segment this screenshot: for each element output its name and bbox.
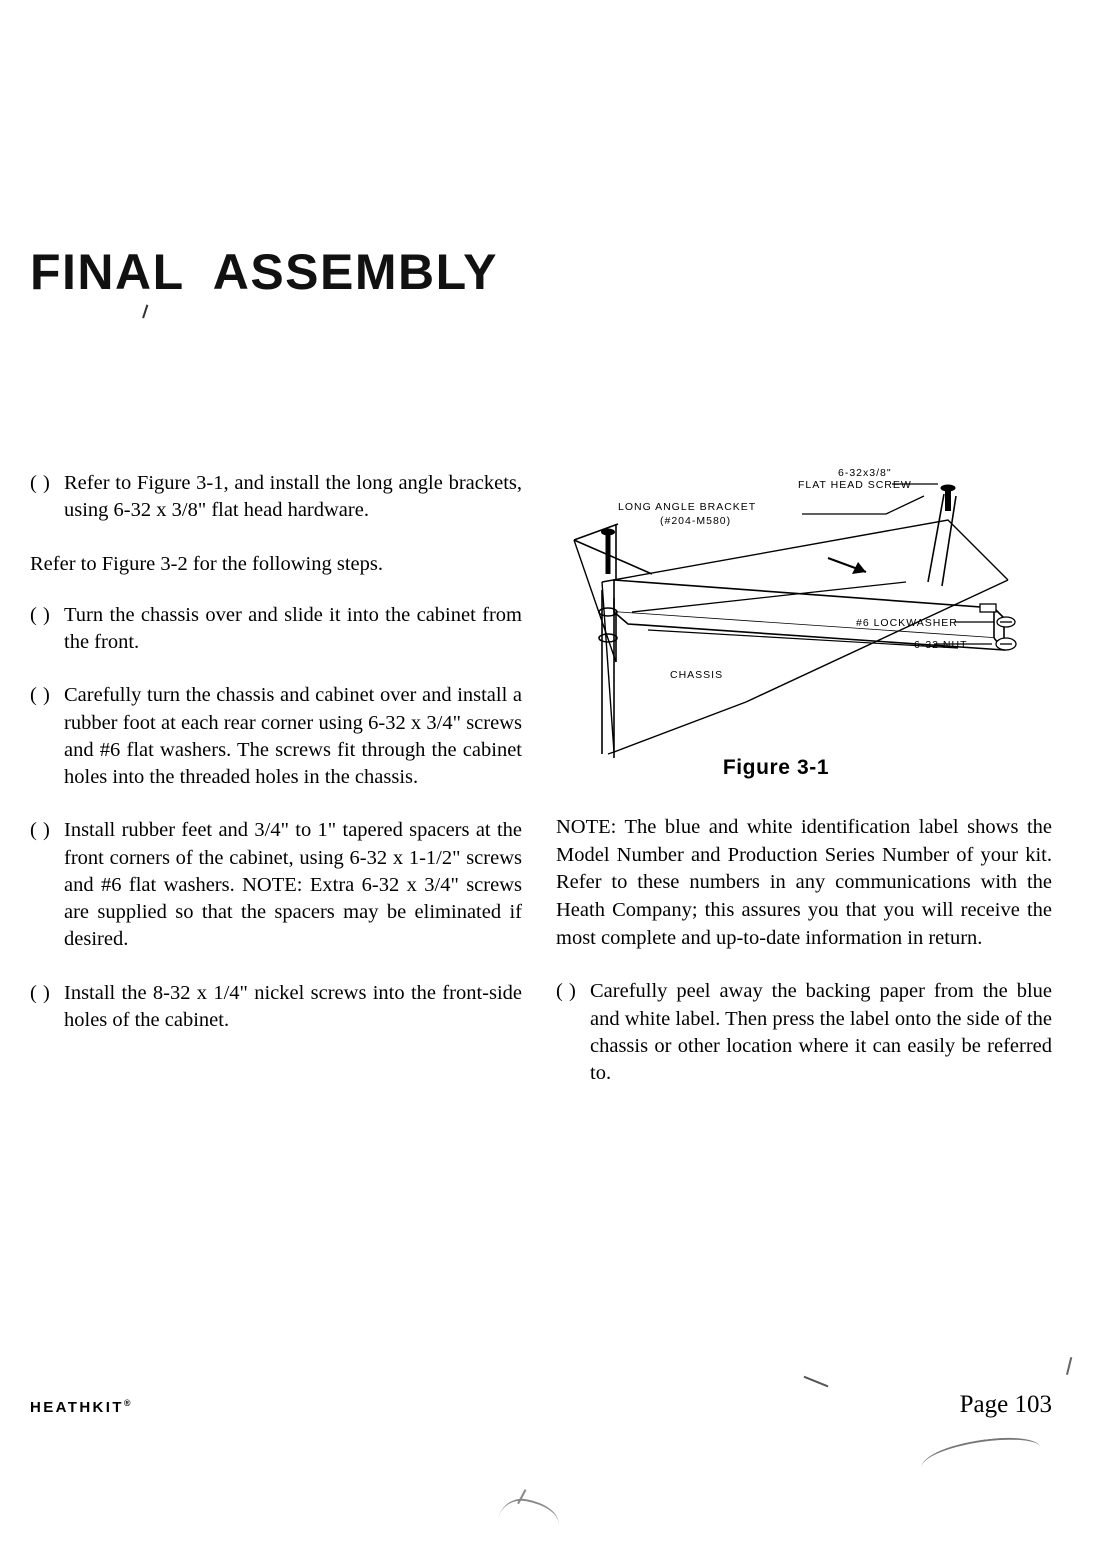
checkbox[interactable]: ( ) [556, 980, 577, 1003]
checkbox[interactable]: ( ) [30, 684, 51, 707]
left-text-column [30, 470, 522, 1060]
footer-brand-mark: ® [123, 1398, 131, 1408]
checklist-item[interactable] [30, 980, 522, 1035]
label-long-angle-bracket: LONG ANGLE BRACKET [618, 501, 757, 513]
identification-label-note: NOTE: The blue and white identification label shows the Model Number and Production Series Number of your kit. Refer to these numbers in any communications with the Heath Company; this assures you that you will receive the most complete and up-to-date information in return. [556, 816, 1052, 949]
scan-artifact-tick [142, 304, 158, 321]
scan-artifact [798, 1376, 829, 1402]
section-intro-paragraph: Refer to Figure 3-2 for the following steps. [30, 552, 383, 575]
checklist-item-text: Carefully turn the chassis and cabinet over and install a rubber foot at each rear corner using 6-32 x 3/4" screws and #6 flat washers. The screws fit through the cabinet holes into the threaded holes in the chassis. [64, 684, 522, 788]
label-long-angle-bracket-part: (#204-M580) [660, 515, 732, 527]
figure-3-1 [556, 462, 1052, 779]
right-column [556, 462, 1052, 1113]
scan-artifact [919, 1434, 1041, 1468]
label-lockwasher: #6 LOCKWASHER [856, 617, 958, 629]
checklist-item-text: Refer to Figure 3-1, and install the long angle brackets, using 6-32 x 3/8" flat head hardware. [64, 472, 522, 522]
checklist-item[interactable] [30, 602, 522, 657]
label-nut: 6-32 NUT [914, 639, 968, 651]
checkbox[interactable]: ( ) [30, 472, 51, 494]
footer-brand-text: HEATHKIT [30, 1399, 124, 1416]
assembly-diagram [556, 462, 1052, 762]
checkbox[interactable]: ( ) [30, 819, 51, 842]
checklist-item[interactable] [30, 682, 522, 791]
checklist-item[interactable] [556, 978, 1052, 1087]
checklist-item-text: Turn the chassis over and slide it into the cabinet from the front. [64, 603, 522, 653]
label-flat-head-screw-line2: FLAT HEAD SCREW [798, 479, 912, 491]
checkbox[interactable]: ( ) [30, 981, 51, 1004]
figure-caption: Figure 3-1 [722, 756, 830, 779]
checklist-item-text: Install rubber feet and 3/4" to 1" tapered spacers at the front corners of the cabinet, using 6-32 x 1-1/2" screws and #6 flat washers. NOTE: Extra 6-32 x 3/4" screws are supplied so that the spacers may be eliminated if desired. [64, 819, 522, 951]
label-flat-head-screw-line1: 6-32x3/8" [838, 467, 892, 479]
checklist-item[interactable] [30, 470, 522, 525]
footer-brand [30, 1398, 131, 1416]
checklist-item[interactable] [30, 817, 522, 953]
page-number: Page 103 [959, 1391, 1052, 1418]
scan-artifact [1066, 1357, 1080, 1377]
checklist-item-text: Install the 8-32 x 1/4" nickel screws into the front-side holes of the cabinet. [64, 981, 522, 1031]
checkbox[interactable]: ( ) [30, 603, 51, 626]
label-chassis: CHASSIS [670, 669, 724, 681]
checklist-item-text: Carefully peel away the backing paper from the blue and white label. Then press the label onto the side of the chassis or other location where it can easily be referred to. [590, 980, 1052, 1085]
page-title: FINAL ASSEMBLY [30, 244, 498, 300]
